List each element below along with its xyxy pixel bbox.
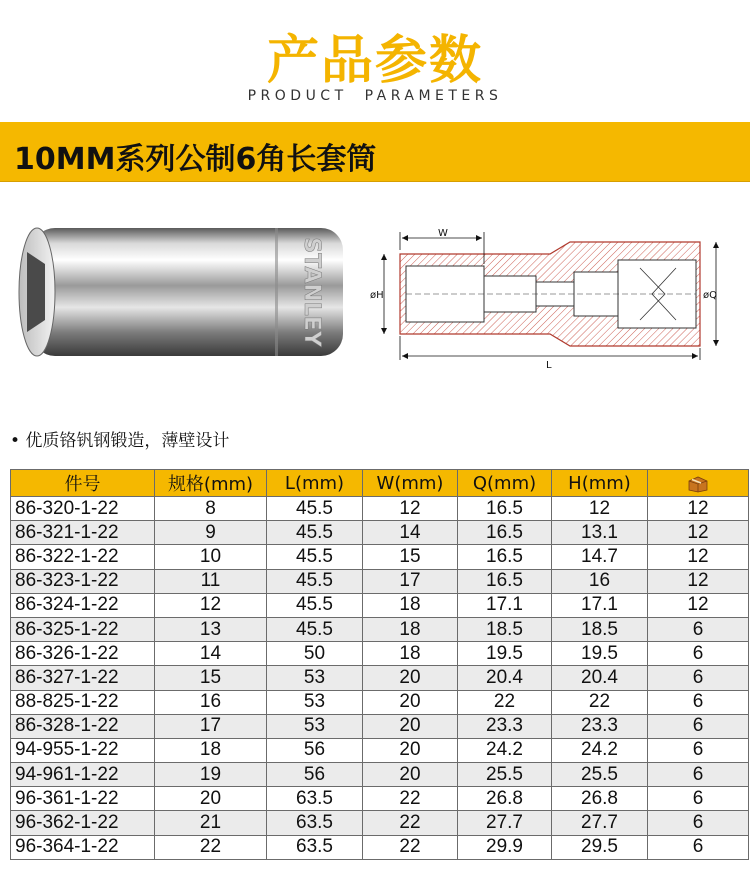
cell-part-number: 86-327-1-22: [11, 666, 155, 690]
cell-width: 20: [363, 690, 458, 714]
cell-length: 45.5: [267, 521, 363, 545]
cell-q-diameter: 26.8: [458, 787, 552, 811]
cell-part-number: 88-825-1-22: [11, 690, 155, 714]
cell-part-number: 94-955-1-22: [11, 738, 155, 762]
cell-width: 18: [363, 617, 458, 641]
cell-pack-quantity: 6: [648, 690, 749, 714]
header-width: W(mm): [363, 470, 458, 497]
cell-q-diameter: 19.5: [458, 642, 552, 666]
cell-width: 18: [363, 642, 458, 666]
cell-length: 63.5: [267, 835, 363, 859]
cell-length: 45.5: [267, 617, 363, 641]
table-header-row: [11, 470, 749, 497]
header-size: 规格(mm): [155, 470, 267, 497]
cell-pack-quantity: 6: [648, 763, 749, 787]
cell-size: 21: [155, 811, 267, 835]
cell-width: 15: [363, 545, 458, 569]
table-row: [11, 545, 749, 569]
cell-pack-quantity: 6: [648, 666, 749, 690]
cell-q-diameter: 18.5: [458, 617, 552, 641]
cell-q-diameter: 24.2: [458, 738, 552, 762]
cell-size: 8: [155, 497, 267, 521]
socket-dimension-diagram: [370, 228, 730, 373]
dimension-label-w: W: [438, 228, 448, 239]
cell-width: 14: [363, 521, 458, 545]
cell-width: 20: [363, 738, 458, 762]
cell-pack-quantity: 12: [648, 569, 749, 593]
cell-length: 50: [267, 642, 363, 666]
cell-q-diameter: 22: [458, 690, 552, 714]
page-subtitle: PRODUCT PARAMETERS: [247, 88, 503, 104]
cell-length: 56: [267, 738, 363, 762]
cell-size: 13: [155, 617, 267, 641]
cell-part-number: 96-361-1-22: [11, 787, 155, 811]
cell-q-diameter: 16.5: [458, 569, 552, 593]
spec-table: [10, 469, 748, 860]
table-row: [11, 617, 749, 641]
table-row: [11, 569, 749, 593]
series-banner: [0, 122, 750, 182]
cell-width: 22: [363, 787, 458, 811]
table-row: [11, 811, 749, 835]
cell-part-number: 86-322-1-22: [11, 545, 155, 569]
cell-length: 63.5: [267, 787, 363, 811]
cell-part-number: 86-326-1-22: [11, 642, 155, 666]
table-row: [11, 642, 749, 666]
cell-length: 53: [267, 714, 363, 738]
cell-size: 19: [155, 763, 267, 787]
cell-h-diameter: 12: [552, 497, 648, 521]
cell-part-number: 86-325-1-22: [11, 617, 155, 641]
cell-length: 56: [267, 763, 363, 787]
page-title: 产品参数: [266, 31, 483, 91]
cell-h-diameter: 19.5: [552, 642, 648, 666]
table-row: [11, 497, 749, 521]
cell-length: 45.5: [267, 593, 363, 617]
cell-size: 18: [155, 738, 267, 762]
cell-size: 17: [155, 714, 267, 738]
cell-part-number: 86-323-1-22: [11, 569, 155, 593]
cell-q-diameter: 20.4: [458, 666, 552, 690]
cell-size: 15: [155, 666, 267, 690]
cell-length: 45.5: [267, 569, 363, 593]
cell-q-diameter: 17.1: [458, 593, 552, 617]
cell-pack-quantity: 12: [648, 593, 749, 617]
cell-part-number: 86-320-1-22: [11, 497, 155, 521]
cell-pack-quantity: 6: [648, 642, 749, 666]
cell-part-number: 96-362-1-22: [11, 811, 155, 835]
package-box-icon: [687, 475, 709, 493]
table-row: [11, 787, 749, 811]
cell-length: 45.5: [267, 545, 363, 569]
cell-part-number: 96-364-1-22: [11, 835, 155, 859]
cell-size: 11: [155, 569, 267, 593]
feature-bullet: • 优质铬钒钢锻造，薄壁设计: [10, 431, 230, 451]
cell-h-diameter: 25.5: [552, 763, 648, 787]
dimension-label-q: øQ: [703, 290, 717, 301]
cell-pack-quantity: 6: [648, 835, 749, 859]
cell-width: 18: [363, 593, 458, 617]
cell-width: 20: [363, 666, 458, 690]
cell-part-number: 94-961-1-22: [11, 763, 155, 787]
table-row: [11, 714, 749, 738]
cell-q-diameter: 23.3: [458, 714, 552, 738]
cell-h-diameter: 18.5: [552, 617, 648, 641]
cell-h-diameter: 17.1: [552, 593, 648, 617]
cell-size: 22: [155, 835, 267, 859]
cell-h-diameter: 23.3: [552, 714, 648, 738]
cell-length: 63.5: [267, 811, 363, 835]
cell-pack-quantity: 12: [648, 545, 749, 569]
table-row: [11, 521, 749, 545]
cell-pack-quantity: 6: [648, 811, 749, 835]
cell-size: 9: [155, 521, 267, 545]
cell-h-diameter: 16: [552, 569, 648, 593]
table-row: [11, 763, 749, 787]
cell-pack-quantity: 12: [648, 497, 749, 521]
table-row: [11, 593, 749, 617]
cell-pack-quantity: 6: [648, 714, 749, 738]
header-q-diameter: Q(mm): [458, 470, 552, 497]
cell-pack-quantity: 12: [648, 521, 749, 545]
cell-h-diameter: 27.7: [552, 811, 648, 835]
cell-part-number: 86-328-1-22: [11, 714, 155, 738]
series-title: 10MM系列公制6角长套筒: [14, 142, 377, 177]
cell-length: 53: [267, 690, 363, 714]
cell-width: 20: [363, 763, 458, 787]
cell-q-diameter: 16.5: [458, 497, 552, 521]
cell-h-diameter: 20.4: [552, 666, 648, 690]
cell-h-diameter: 29.5: [552, 835, 648, 859]
brand-engraving: STANLEY: [299, 237, 324, 347]
cell-h-diameter: 14.7: [552, 545, 648, 569]
cell-part-number: 86-321-1-22: [11, 521, 155, 545]
cell-size: 10: [155, 545, 267, 569]
cell-pack-quantity: 6: [648, 787, 749, 811]
table-row: [11, 738, 749, 762]
cell-width: 22: [363, 811, 458, 835]
header-length: L(mm): [267, 470, 363, 497]
cell-q-diameter: 27.7: [458, 811, 552, 835]
socket-product-image: [15, 222, 355, 362]
cell-size: 16: [155, 690, 267, 714]
cell-width: 12: [363, 497, 458, 521]
cell-h-diameter: 22: [552, 690, 648, 714]
cell-size: 14: [155, 642, 267, 666]
cell-size: 20: [155, 787, 267, 811]
cell-q-diameter: 29.9: [458, 835, 552, 859]
cell-pack-quantity: 6: [648, 738, 749, 762]
cell-part-number: 86-324-1-22: [11, 593, 155, 617]
cell-q-diameter: 16.5: [458, 521, 552, 545]
cell-length: 53: [267, 666, 363, 690]
cell-length: 45.5: [267, 497, 363, 521]
dimension-label-h: øH: [370, 290, 384, 301]
cell-h-diameter: 24.2: [552, 738, 648, 762]
header-h-diameter: H(mm): [552, 470, 648, 497]
cell-q-diameter: 25.5: [458, 763, 552, 787]
cell-width: 17: [363, 569, 458, 593]
header-part-number: 件号: [11, 470, 155, 497]
cell-h-diameter: 26.8: [552, 787, 648, 811]
cell-width: 22: [363, 835, 458, 859]
header-pack-quantity: [648, 470, 749, 497]
table-row: [11, 690, 749, 714]
cell-q-diameter: 16.5: [458, 545, 552, 569]
table-row: [11, 835, 749, 859]
cell-size: 12: [155, 593, 267, 617]
table-row: [11, 666, 749, 690]
dimension-label-l: L: [546, 360, 552, 371]
cell-h-diameter: 13.1: [552, 521, 648, 545]
cell-pack-quantity: 6: [648, 617, 749, 641]
cell-width: 20: [363, 714, 458, 738]
